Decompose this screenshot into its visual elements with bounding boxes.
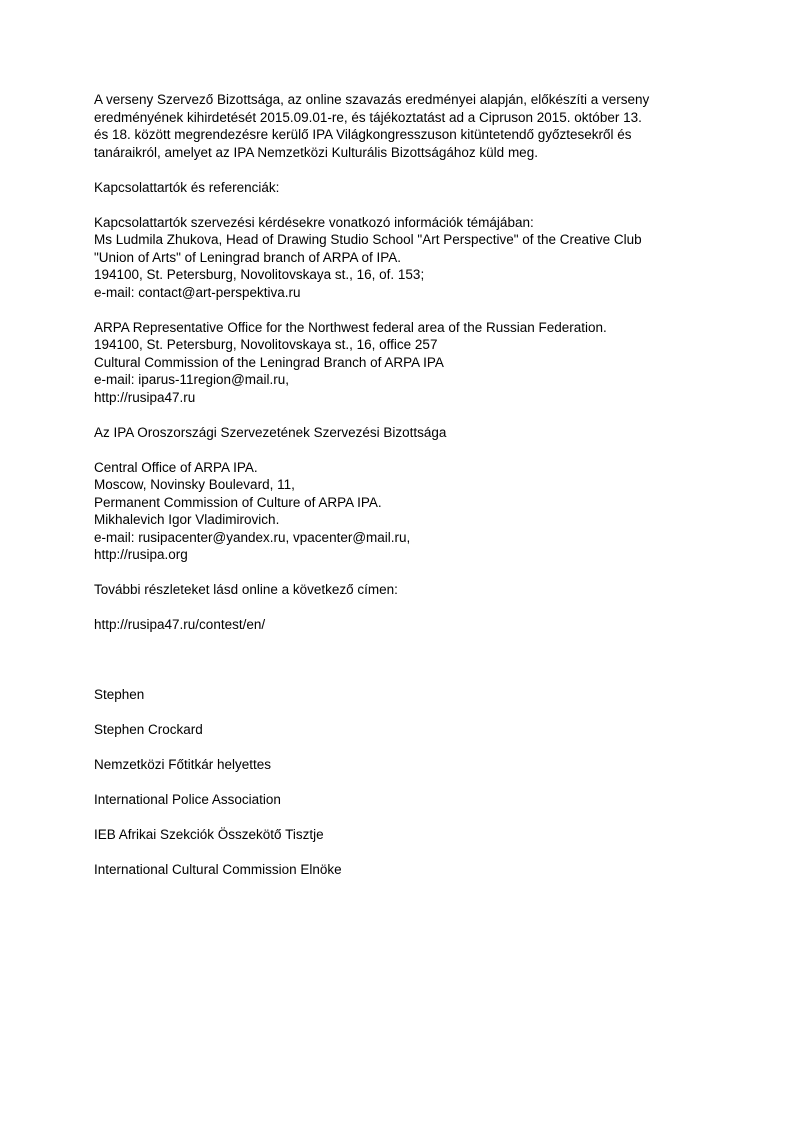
address-line: 194100, St. Petersburg, Novolitovskaya st., 16, office 257: [94, 337, 438, 352]
signature-organization: International Police Association: [94, 792, 281, 807]
text-line: Central Office of ARPA IPA.: [94, 459, 258, 475]
signature-title-liaison-officer: IEB Afrikai Szekciók Összekötő Tisztje: [94, 827, 324, 842]
contact-block-art-perspective: [94, 214, 714, 302]
contest-url: http://rusipa47.ru/contest/en/: [94, 617, 266, 632]
contact-block-northwest-office: [94, 319, 714, 407]
signature-block: [94, 686, 714, 879]
text-line: Kapcsolattartók szervezési kérdésekre vonatkozó információk témájában:: [94, 214, 534, 230]
contacts-heading: Kapcsolattartók és referenciák:: [94, 179, 280, 195]
text-line: "Union of Arts" of Leningrad branch of ARPA of IPA.: [94, 249, 402, 265]
text-line: és 18. között megrendezésre kerülő IPA Világkongresszuson kitüntetendő győztesekről és: [94, 127, 632, 142]
contact-person-line: Ms Ludmila Zhukova, Head of Drawing Studio School "Art Perspective" of the Creative Club: [94, 232, 642, 247]
contact-person-line: Mikhalevich Igor Vladimirovich.: [94, 512, 280, 527]
org-committee-heading: Az IPA Oroszországi Szervezetének Szervezési Bizottsága: [94, 424, 447, 440]
text-line: Permanent Commission of Culture of ARPA IPA.: [94, 494, 382, 510]
text-line: Cultural Commission of the Leningrad Branch of ARPA IPA: [94, 354, 444, 370]
email-text: e-mail: contact@art-perspektiva.ru: [94, 284, 301, 300]
signature-first-name: Stephen: [94, 687, 145, 702]
text-line: tanáraikról, amelyet az IPA Nemzetközi Kulturális Bizottságához küld meg.: [94, 144, 538, 160]
text-line: ARPA Representative Office for the Northwest federal area of the Russian Federation.: [94, 319, 607, 335]
address-line: Moscow, Novinsky Boulevard, 11,: [94, 477, 295, 492]
more-info-line: További részleteket lásd online a következő címen:: [94, 582, 398, 597]
signature-title-deputy-secretary: Nemzetközi Főtitkár helyettes: [94, 757, 272, 772]
signature-full-name: Stephen Crockard: [94, 722, 203, 737]
intro-paragraph: [94, 91, 714, 161]
text-line: eredményének kihirdetését 2015.09.01-re, és tájékoztatást ad a Cipruson 2015. október 13.: [94, 109, 642, 125]
url-text: http://rusipa47.ru: [94, 389, 196, 405]
signature-title-commission-chair: International Cultural Commission Elnöke: [94, 862, 342, 877]
contact-block-central-office: [94, 459, 714, 564]
url-text: http://rusipa.org: [94, 547, 188, 562]
email-text: e-mail: iparus-11region@mail.ru,: [94, 372, 290, 387]
email-text: e-mail: rusipacenter@yandex.ru, vpacenter@mail.ru,: [94, 529, 411, 545]
address-line: 194100, St. Petersburg, Novolitovskaya st., 16, of. 153;: [94, 267, 425, 282]
text-line: A verseny Szervező Bizottsága, az online szavazás eredményei alapján, előkészíti a verseny: [94, 92, 650, 107]
